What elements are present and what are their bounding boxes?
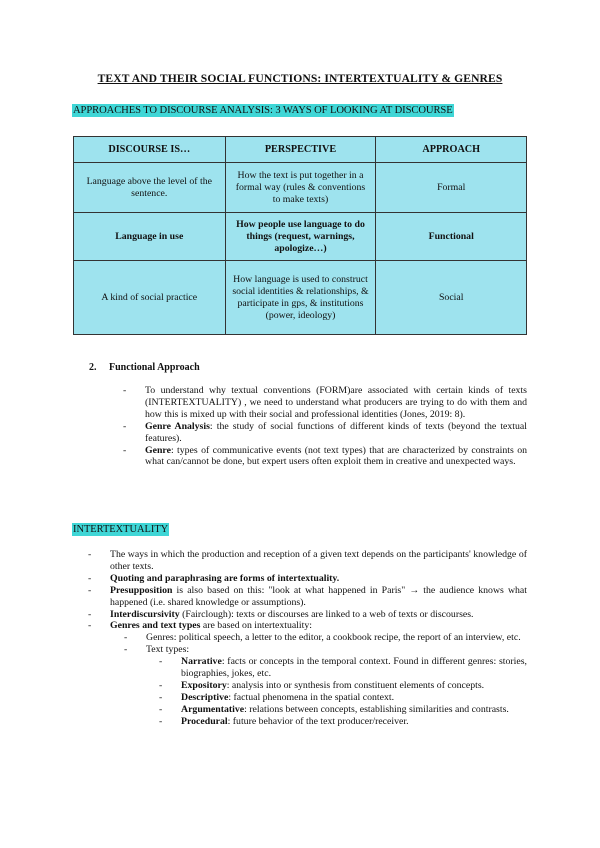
functional-approach-list: [145, 385, 527, 468]
list-item: - Genre Analysis: the study of social functions of different kinds of texts (beyond the textual features).: [145, 421, 527, 445]
list-item: - Descriptive: factual phenomena in the spatial context.: [181, 692, 527, 704]
genres-sublist: [146, 632, 527, 727]
list-item: - Presupposition is also based on this: "look at what happened in Paris" → the audience knows what happened (i.e. shared knowledge or assumptions).: [110, 585, 527, 609]
list-item: - Genres and text types are based on intertextuality: - Genres: political speech, a letter to the editor, a cookbook recipe, the report of an interview, etc. - Text types: - Narrative: facts or concepts in the temporal context. Found in different genres: stories, biographies, jokes, etc. - Expository: analysis into or synthesis from constituent elements of concepts. - Descriptive: factual phenomena in the spatial context. - Argumentative: relations between concepts, establishing similarities and contrasts. - Procedural: future behavior of the text producer/receiver.: [110, 620, 527, 727]
table-header-row: [74, 137, 527, 163]
section-number: 2.: [89, 362, 97, 373]
cell-perspective: How language is used to construct social identities & relationships, & participate in gps, & institutions (power, ideology): [225, 261, 376, 335]
approaches-heading: APPROACHES TO DISCOURSE ANALYSIS: 3 WAYS OF LOOKING AT DISCOURSE: [73, 105, 453, 116]
cell-approach: Functional: [376, 213, 527, 261]
list-item: - Interdiscursivity (Fairclough): texts or discourses are linked to a web of texts or discourses.: [110, 609, 527, 621]
list-item: - Narrative: facts or concepts in the temporal context. Found in different genres: stories, biographies, jokes, etc.: [181, 656, 527, 680]
cell-discourse: Language above the level of the sentence.: [74, 163, 226, 213]
header-discourse: DISCOURSE IS…: [74, 137, 226, 163]
cell-perspective: How people use language to do things (request, warnings, apologize…): [225, 213, 376, 261]
list-item: - Quoting and paraphrasing are forms of intertextuality.: [110, 573, 527, 585]
list-item: - Argumentative: relations between concepts, establishing similarities and contrasts.: [181, 704, 527, 716]
table-row: [74, 261, 527, 335]
document-title: TEXT AND THEIR SOCIAL FUNCTIONS: INTERTEXTUALITY & GENRES: [97, 72, 503, 85]
list-item: - Text types: - Narrative: facts or concepts in the temporal context. Found in different genres: stories, biographies, jokes, etc. - Expository: analysis into or synthesis from constituent elements of concepts. - Descriptive: factual phenomena in the spatial context. - Argumentative: relations between concepts, establishing similarities and contrasts. - Procedural: future behavior of the text producer/receiver.: [146, 644, 527, 727]
intertextuality-heading: INTERTEXTUALITY: [73, 524, 169, 535]
cell-approach: Social: [376, 261, 527, 335]
list-item: - To understand why textual conventions (FORM)are associated with certain kinds of texts (INTERTEXTUALITY) , we need to understand what producers are trying to do with them and how this is mixed up with their social and professional identities (Jones, 2019: 8).: [145, 385, 527, 421]
header-approach: APPROACH: [376, 137, 527, 163]
text-types-sublist: [181, 656, 527, 727]
section-title: Functional Approach: [109, 362, 200, 373]
table-row: [74, 163, 527, 213]
list-item: - The ways in which the production and reception of a given text depends on the participants' knowledge of other texts.: [110, 549, 527, 573]
intertextuality-list: [110, 549, 527, 728]
cell-discourse: A kind of social practice: [74, 261, 226, 335]
cell-approach: Formal: [376, 163, 527, 213]
list-item: - Genres: political speech, a letter to the editor, a cookbook recipe, the report of an interview, etc.: [146, 632, 527, 644]
table-row: [74, 213, 527, 261]
cell-perspective: How the text is put together in a formal way (rules & conventions to make texts): [225, 163, 376, 213]
cell-discourse: Language in use: [74, 213, 226, 261]
list-item: - Procedural: future behavior of the text producer/receiver.: [181, 716, 527, 728]
list-item: - Expository: analysis into or synthesis from constituent elements of concepts.: [181, 680, 527, 692]
header-perspective: PERSPECTIVE: [225, 137, 376, 163]
approaches-table: [73, 136, 527, 335]
section-2-heading: [89, 362, 200, 373]
list-item: - Genre: types of communicative events (not text types) that are characterized by constraints on what can/cannot be done, but expert users often exploit them in creative and unexpected ways.: [145, 445, 527, 469]
